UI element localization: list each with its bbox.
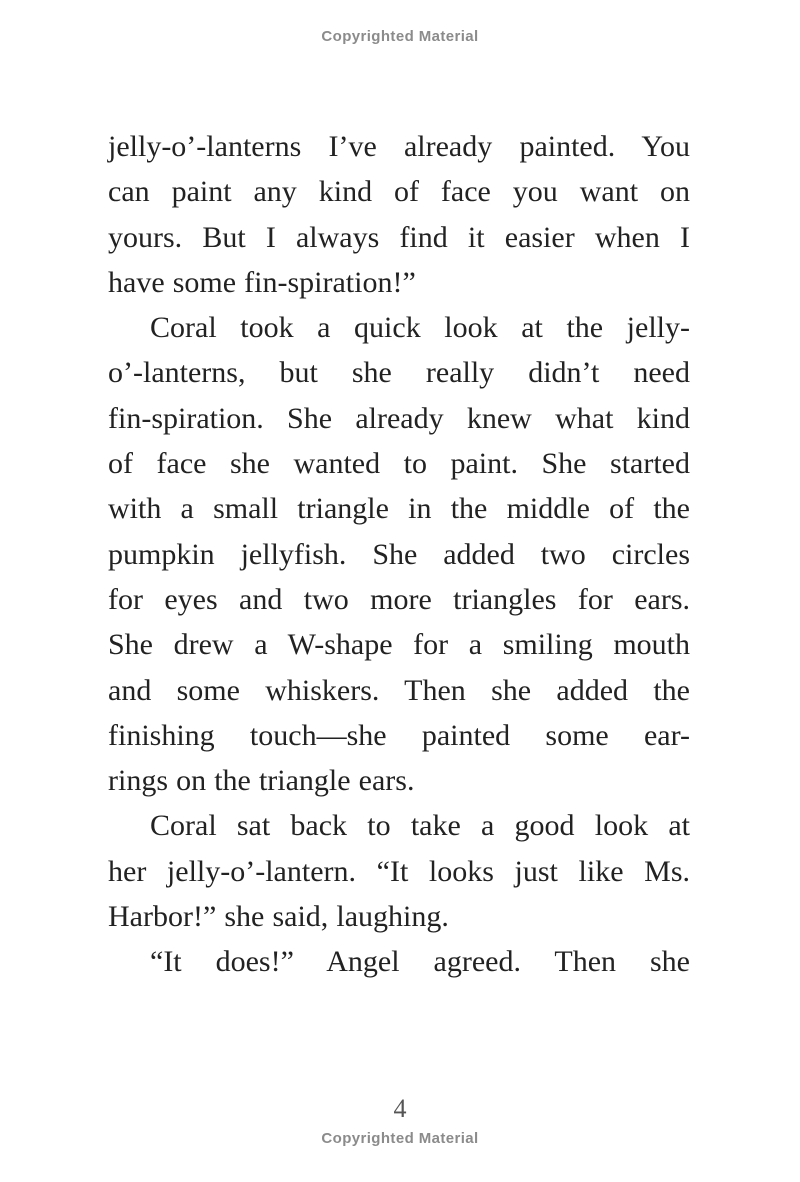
page-text bbox=[108, 124, 690, 985]
text-line: o’-lanterns, but she really didn’t need bbox=[108, 356, 690, 390]
text-line: her jelly-o’-lantern. “It looks just like Ms. bbox=[108, 854, 690, 888]
text-line: have some fin-spiration!” bbox=[108, 265, 416, 299]
text-line: yours. But I always find it easier when I bbox=[108, 220, 690, 254]
page-number: 4 bbox=[393, 1094, 407, 1123]
text-line: She drew a W-shape for a smiling mouth bbox=[108, 628, 690, 662]
text-line: rings on the triangle ears. bbox=[108, 764, 415, 798]
text-line: with a small triangle in the middle of the bbox=[108, 492, 690, 526]
text-line: finishing touch—she painted some ear- bbox=[108, 718, 690, 752]
text-line: of face she wanted to paint. She started bbox=[108, 447, 690, 481]
text-line: fin-spiration. She already knew what kind bbox=[108, 401, 690, 435]
text-line: can paint any kind of face you want on bbox=[108, 175, 690, 209]
text-line: Coral sat back to take a good look at bbox=[150, 809, 690, 843]
text-line: for eyes and two more triangles for ears. bbox=[108, 582, 690, 616]
text-line: pumpkin jellyfish. She added two circles bbox=[108, 537, 690, 571]
text-line: and some whiskers. Then she added the bbox=[108, 673, 690, 707]
copyright-notice-bottom: Copyrighted Material bbox=[321, 1130, 479, 1147]
text-line: Coral took a quick look at the jelly- bbox=[150, 311, 690, 345]
text-line: Harbor!” she said, laughing. bbox=[108, 900, 449, 934]
text-line: “It does!” Angel agreed. Then she bbox=[150, 945, 690, 979]
text-line: jelly-o’-lanterns I’ve already painted. You bbox=[108, 130, 690, 163]
copyright-notice-top: Copyrighted Material bbox=[321, 28, 479, 45]
